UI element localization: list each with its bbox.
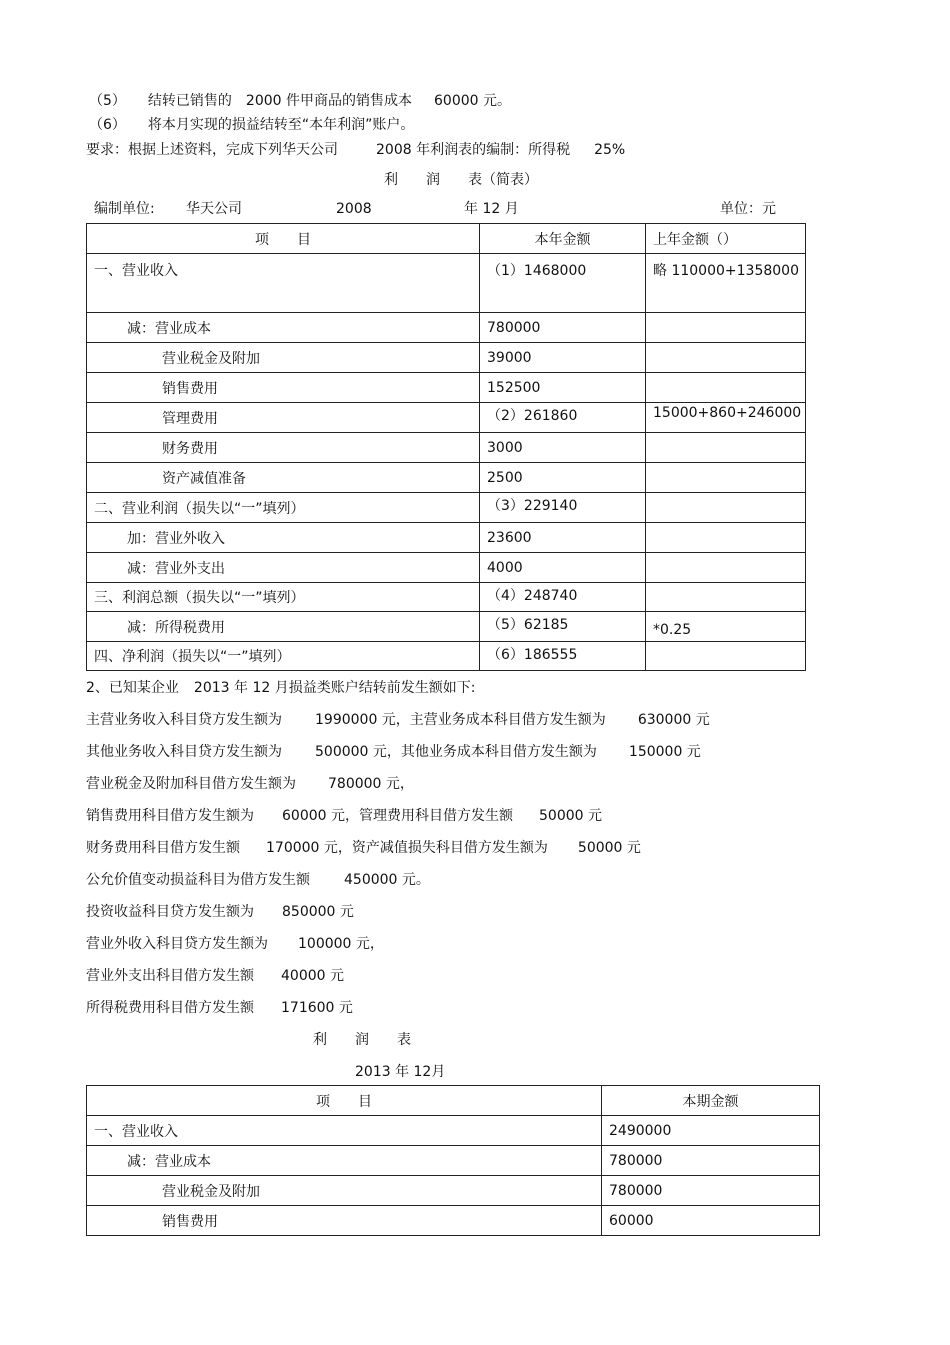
table-row bbox=[87, 583, 806, 612]
row-current: （4）248740 bbox=[480, 583, 646, 612]
table-row bbox=[87, 343, 806, 373]
problem2-line bbox=[86, 999, 353, 1017]
row-current: （1）1468000 bbox=[480, 254, 646, 313]
table-row bbox=[87, 313, 806, 343]
problem2-line bbox=[86, 871, 430, 889]
table2-header-amount: 本期金额 bbox=[602, 1086, 820, 1116]
line-text-b: 450000 元。 bbox=[344, 872, 430, 888]
row-item: 营业税金及附加 bbox=[87, 343, 480, 373]
row-prior bbox=[646, 343, 806, 373]
row-current: （2）261860 bbox=[480, 403, 646, 433]
line-text-a: 营业外收入科目贷方发生额为 bbox=[86, 936, 268, 952]
row-item: 财务费用 bbox=[87, 433, 480, 463]
line-text-b: 500000 元，其他业务成本科目借方发生额为 bbox=[315, 744, 597, 760]
table2-title: 利 润 表 bbox=[313, 1032, 411, 1048]
intro-line-6-num: （6） bbox=[89, 117, 126, 133]
problem2-intro bbox=[86, 679, 475, 697]
problem2-line bbox=[86, 967, 344, 985]
row-item: 一、营业收入 bbox=[87, 1116, 602, 1146]
row-item: 减：所得税费用 bbox=[87, 612, 480, 642]
intro-line-5-text-b: 2000 件甲商品的销售成本 bbox=[245, 93, 413, 109]
table-row bbox=[87, 433, 806, 463]
intro-line-6 bbox=[89, 116, 414, 134]
line-text-b: 1990000 元，主营业务成本科目借方发生额为 bbox=[315, 712, 606, 728]
intro-line-5-text-a: 结转已销售的 bbox=[147, 93, 232, 109]
table2-date: 2013 年 12月 bbox=[355, 1064, 446, 1080]
table1-header-item: 项 目 bbox=[87, 224, 480, 254]
line-text-b: 850000 元 bbox=[282, 904, 354, 920]
table1-header-row bbox=[87, 224, 806, 254]
table-row bbox=[87, 1176, 820, 1206]
requirement-line bbox=[86, 141, 625, 159]
table2-header-item: 项 目 bbox=[87, 1086, 602, 1116]
line-text-a: 销售费用科目借方发生额为 bbox=[86, 808, 254, 824]
problem2-line bbox=[86, 711, 710, 729]
row-item: 减：营业成本 bbox=[87, 313, 480, 343]
line-text-b: 60000 元，管理费用科目借方发生额 bbox=[282, 808, 513, 824]
problem2-line bbox=[86, 775, 414, 793]
row-current: 2500 bbox=[480, 463, 646, 493]
line-text-a: 其他业务收入科目贷方发生额为 bbox=[86, 744, 282, 760]
row-item: 一、营业收入 bbox=[87, 254, 480, 313]
line-text-b: 780000 元， bbox=[328, 776, 414, 792]
table-row bbox=[87, 612, 806, 642]
row-current: 39000 bbox=[480, 343, 646, 373]
table1-year: 2008 bbox=[336, 201, 372, 217]
row-current: （6）186555 bbox=[480, 642, 646, 671]
row-item: 减：营业外支出 bbox=[87, 553, 480, 583]
intro-line-5-num: （5） bbox=[89, 93, 126, 109]
intro-line-6-text: 将本月实现的损益结转至“本年利润”账户。 bbox=[147, 117, 415, 133]
row-current: （3）229140 bbox=[480, 493, 646, 523]
table1-header-current: 本年金额 bbox=[480, 224, 646, 254]
row-current: 780000 bbox=[480, 313, 646, 343]
line-text-a: 公允价值变动损益科目为借方发生额 bbox=[86, 872, 310, 888]
table-row bbox=[87, 373, 806, 403]
row-prior bbox=[646, 642, 806, 671]
row-current: 152500 bbox=[480, 373, 646, 403]
table-row bbox=[87, 463, 806, 493]
row-prior: 15000+860+246000 bbox=[646, 403, 806, 433]
row-item: 管理费用 bbox=[87, 403, 480, 433]
row-item: 销售费用 bbox=[87, 373, 480, 403]
requirement-text-a: 要求：根据上述资料，完成下列华天公司 bbox=[86, 142, 338, 158]
intro-line-5-text-c: 60000 元。 bbox=[434, 93, 512, 109]
line-text-c: 150000 元 bbox=[628, 744, 701, 760]
row-current: 3000 bbox=[480, 433, 646, 463]
table-row bbox=[87, 493, 806, 523]
table1-currency: 单位：元 bbox=[720, 201, 776, 217]
table2-header-row bbox=[87, 1086, 820, 1116]
row-current: 4000 bbox=[480, 553, 646, 583]
table-row bbox=[87, 1206, 820, 1236]
row-prior bbox=[646, 463, 806, 493]
row-item: 销售费用 bbox=[87, 1206, 602, 1236]
row-item: 加：营业外收入 bbox=[87, 523, 480, 553]
problem2-line bbox=[86, 903, 354, 921]
line-text-c: 50000 元 bbox=[539, 808, 602, 824]
table-row bbox=[87, 1116, 820, 1146]
line-text-a: 投资收益科目贷方发生额为 bbox=[86, 904, 254, 920]
table-row bbox=[87, 553, 806, 583]
line-text-a: 营业税金及附加科目借方发生额为 bbox=[86, 776, 296, 792]
table-row bbox=[87, 642, 806, 671]
row-amount: 2490000 bbox=[602, 1116, 820, 1146]
row-amount: 780000 bbox=[602, 1176, 820, 1206]
row-current: 23600 bbox=[480, 523, 646, 553]
line-text-b: 100000 元， bbox=[298, 936, 384, 952]
row-prior bbox=[646, 523, 806, 553]
row-amount: 780000 bbox=[602, 1146, 820, 1176]
table-row bbox=[87, 523, 806, 553]
row-prior bbox=[646, 583, 806, 612]
line-text-b: 171600 元 bbox=[281, 1000, 353, 1016]
line-text-a: 所得税费用科目借方发生额 bbox=[86, 1000, 254, 1016]
line-text-c: 630000 元 bbox=[637, 712, 710, 728]
line-text-b: 40000 元 bbox=[281, 968, 344, 984]
intro-line-5 bbox=[89, 92, 511, 110]
problem2-line bbox=[86, 807, 602, 825]
row-item: 二、营业利润（损失以“一”填列） bbox=[87, 493, 480, 523]
table1-title: 利 润 表（简表） bbox=[384, 172, 538, 188]
table-row bbox=[87, 254, 806, 313]
table1-month: 年 12 月 bbox=[464, 201, 519, 217]
problem2-intro-b: 2013 年 12 月损益类账户结转前发生额如下: bbox=[193, 680, 476, 696]
row-current: （5）62185 bbox=[480, 612, 646, 642]
table-row bbox=[87, 1146, 820, 1176]
table-row bbox=[87, 403, 806, 433]
line-text-c: 50000 元 bbox=[577, 840, 641, 856]
problem2-line bbox=[86, 935, 384, 953]
row-item: 资产减值准备 bbox=[87, 463, 480, 493]
requirement-text-c: 25% bbox=[594, 142, 626, 158]
row-prior: 略 110000+1358000 bbox=[646, 254, 806, 313]
problem2-intro-a: 2、已知某企业 bbox=[86, 680, 179, 696]
row-item: 三、利润总额（损失以“一”填列） bbox=[87, 583, 480, 612]
line-text-a: 营业外支出科目借方发生额 bbox=[86, 968, 254, 984]
row-prior bbox=[646, 433, 806, 463]
table1-company: 华天公司 bbox=[186, 201, 242, 217]
line-text-a: 主营业务收入科目贷方发生额为 bbox=[86, 712, 282, 728]
row-prior bbox=[646, 373, 806, 403]
row-item: 四、净利润（损失以“一”填列） bbox=[87, 642, 480, 671]
row-amount: 60000 bbox=[602, 1206, 820, 1236]
problem2-line bbox=[86, 839, 641, 857]
row-prior: *0.25 bbox=[646, 612, 806, 642]
problem2-line bbox=[86, 743, 701, 761]
income-statement-table-2008 bbox=[86, 223, 806, 671]
line-text-a: 财务费用科目借方发生额 bbox=[86, 840, 240, 856]
income-statement-table-2013 bbox=[86, 1085, 820, 1236]
row-prior bbox=[646, 493, 806, 523]
row-prior bbox=[646, 313, 806, 343]
row-prior bbox=[646, 553, 806, 583]
row-item: 减：营业成本 bbox=[87, 1146, 602, 1176]
table1-header-prior: 上年金额（） bbox=[646, 224, 806, 254]
requirement-text-b: 2008 年利润表的编制：所得税 bbox=[376, 142, 571, 158]
row-item: 营业税金及附加 bbox=[87, 1176, 602, 1206]
table1-unit-label: 编制单位: bbox=[94, 201, 155, 217]
line-text-b: 170000 元，资产减值损失科目借方发生额为 bbox=[266, 840, 548, 856]
